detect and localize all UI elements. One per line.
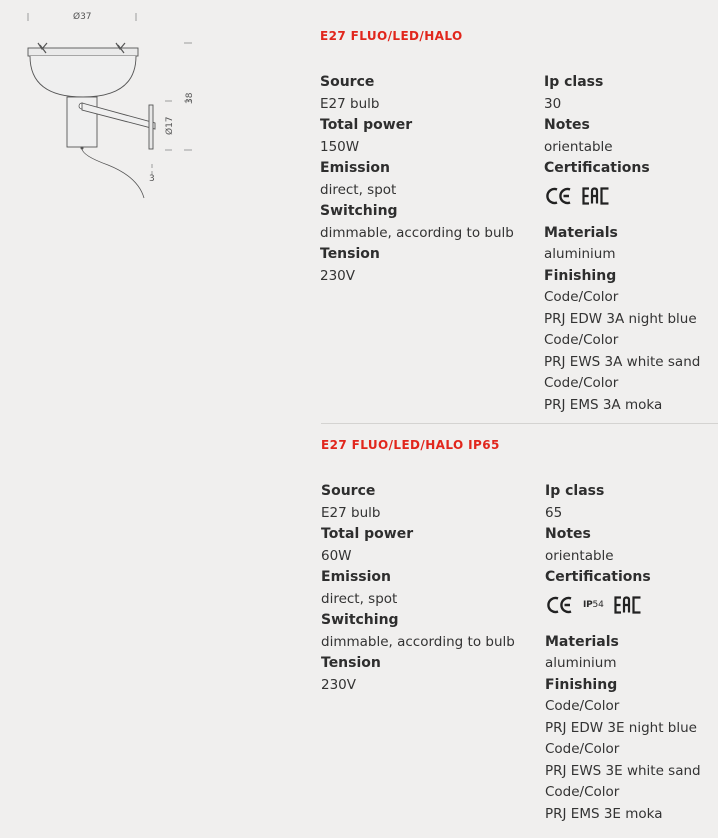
materials-label: Materials: [544, 224, 618, 241]
source-value: E27 bulb: [320, 95, 380, 112]
switching-label: Switching: [321, 612, 399, 628]
tension-label: Tension: [321, 655, 381, 671]
eac-mark-icon: [582, 187, 610, 205]
spec-left-column: [321, 481, 541, 696]
power-label: Total power: [321, 526, 414, 542]
spec-right-column: [544, 72, 718, 416]
power-label: Total power: [320, 117, 413, 133]
base-dimension-label: 3: [149, 174, 155, 184]
switching-value: dimmable, according to bulb: [320, 224, 514, 241]
emission-value: direct, spot: [321, 590, 398, 607]
finish-code-label: Code/Color: [544, 332, 619, 348]
finish-value: PRJ EDW 3E night blue: [545, 719, 697, 736]
finish-code-label: Code/Color: [545, 698, 620, 714]
notes-value: orientable: [544, 138, 613, 155]
materials-value: aluminium: [544, 246, 616, 262]
ip54-prefix: IP: [583, 599, 593, 610]
source-label: Source: [320, 74, 375, 90]
tension-label: Tension: [320, 246, 380, 262]
spec-title: E27 FLUO/LED/HALO: [320, 29, 463, 43]
certifications-label: Certifications: [545, 569, 651, 585]
finish-code-label: Code/Color: [544, 375, 619, 391]
height-dimension-label: 38: [185, 92, 195, 104]
emission-label: Emission: [320, 160, 390, 176]
tension-value: 230V: [320, 267, 356, 284]
materials-value: aluminium: [545, 655, 617, 671]
finishing-label: Finishing: [545, 676, 618, 693]
ip54-mark-icon: [583, 600, 604, 610]
finishing-label: Finishing: [544, 267, 617, 284]
section-divider: [321, 423, 718, 424]
diameter-mid-label: Ø17: [165, 116, 175, 135]
ip-class-label: Ip class: [544, 74, 604, 90]
finish-value: PRJ EWS 3E white sand: [545, 762, 701, 779]
spec-left-column: [320, 72, 540, 287]
notes-label: Notes: [545, 526, 591, 542]
finish-value: PRJ EMS 3E moka: [545, 805, 663, 822]
finish-value: PRJ EWS 3A white sand: [544, 353, 701, 370]
finish-value: PRJ EMS 3A moka: [544, 396, 663, 413]
emission-label: Emission: [321, 569, 391, 585]
emission-value: direct, spot: [320, 181, 397, 198]
spec-block-standard: [320, 26, 718, 413]
finish-value: PRJ EDW 3A night blue: [544, 310, 697, 327]
ip-class-label: Ip class: [545, 483, 605, 499]
ip54-number: 54: [592, 599, 604, 610]
finish-code-label: Code/Color: [544, 289, 619, 305]
switching-label: Switching: [320, 203, 398, 219]
eac-mark-icon: [614, 596, 642, 614]
finish-code-label: Code/Color: [545, 741, 620, 757]
source-label: Source: [321, 483, 376, 499]
technical-drawing: [18, 5, 208, 205]
ip-class-value: 65: [545, 504, 563, 521]
tension-value: 230V: [321, 676, 357, 693]
certification-icons: [547, 594, 718, 616]
switching-value: dimmable, according to bulb: [321, 633, 515, 650]
certifications-label: Certifications: [544, 160, 650, 176]
notes-value: orientable: [545, 547, 614, 564]
ip-class-value: 30: [544, 95, 562, 112]
finish-code-label: Code/Color: [545, 784, 620, 800]
power-value: 150W: [320, 138, 360, 155]
source-value: E27 bulb: [321, 504, 381, 521]
materials-label: Materials: [545, 633, 619, 650]
diameter-top-label: Ø37: [73, 12, 92, 22]
certification-icons: [546, 185, 718, 207]
ce-mark-icon: [546, 187, 572, 205]
spec-title: E27 FLUO/LED/HALO IP65: [321, 438, 500, 452]
notes-label: Notes: [544, 117, 590, 133]
spec-block-ip65: [321, 435, 718, 822]
power-value: 60W: [321, 547, 352, 564]
ce-mark-icon: [547, 596, 573, 614]
spec-right-column: [545, 481, 718, 825]
